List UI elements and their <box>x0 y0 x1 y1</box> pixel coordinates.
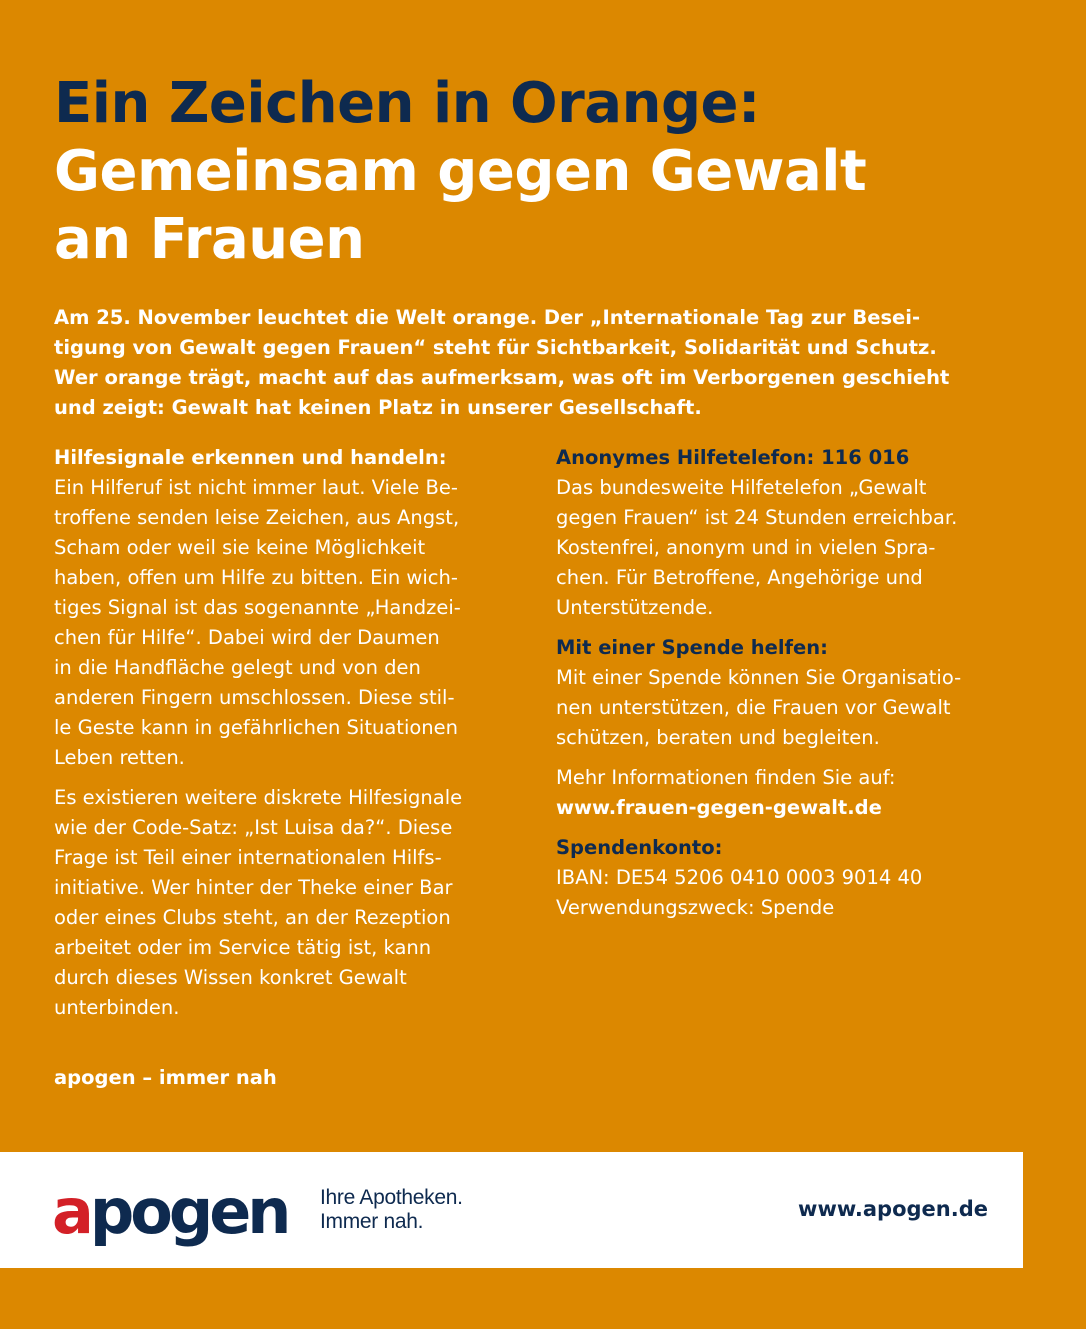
left-column <box>54 443 524 1023</box>
purpose-text: Verwendungszweck: Spende <box>556 896 835 919</box>
text-line: Kostenfrei, anonym und in vielen Spra- <box>556 536 936 559</box>
headline-line-2: Gemeinsam gegen Gewalt <box>54 139 867 204</box>
headline-line-3: an Frauen <box>54 207 365 272</box>
iban-text: IBAN: DE54 5206 0410 0003 9014 40 <box>556 866 923 889</box>
text-line: haben, offen um Hilfe zu bitten. Ein wich- <box>54 566 458 589</box>
help-signals-heading: Hilfesignale erkennen und handeln: <box>54 446 447 469</box>
logo-slogan <box>320 1186 463 1234</box>
code-phrase-paragraph <box>54 783 524 1023</box>
text-line: chen für Hilfe“. Dabei wird der Daumen <box>54 626 440 649</box>
tagline: apogen – immer nah <box>54 1066 277 1089</box>
text-line: Unterstützende. <box>556 596 714 619</box>
hotline-heading: Anonymes Hilfetelefon: 116 016 <box>556 446 910 469</box>
info-paragraph <box>556 763 1026 823</box>
right-column <box>556 443 1026 923</box>
account-heading: Spendenkonto: <box>556 836 723 859</box>
headline-line-1: Ein Zeichen in Orange: <box>54 71 760 136</box>
text-line: durch dieses Wissen konkret Gewalt <box>54 966 407 989</box>
info-link[interactable]: www.frauen-gegen-gewalt.de <box>556 796 882 819</box>
text-line: anderen Fingern umschlossen. Diese stil- <box>54 686 455 709</box>
text-line: nen unterstützen, die Frauen vor Gewalt <box>556 696 951 719</box>
text-line: unterbinden. <box>54 996 180 1019</box>
text-line: initiative. Wer hinter der Theke einer Bar <box>54 876 453 899</box>
donate-paragraph <box>556 663 1026 753</box>
intro-line: Am 25. November leuchtet die Welt orange. Der „Internationale Tag zur Besei- <box>54 306 921 329</box>
text-line: wie der Code-Satz: „Ist Luisa da?“. Diese <box>54 816 453 839</box>
logo-letter-a: a <box>52 1175 90 1248</box>
text-line: Ein Hilferuf ist nicht immer laut. Viele Be- <box>54 476 458 499</box>
footer-bar <box>0 1152 1023 1268</box>
intro-paragraph <box>54 303 1044 423</box>
text-line: Mit einer Spende können Sie Organisatio- <box>556 666 962 689</box>
info-text: Mehr Informationen finden Sie auf: <box>556 766 896 789</box>
text-line: Frage ist Teil einer internationalen Hilfs- <box>54 846 442 869</box>
headline <box>54 70 1034 274</box>
text-line: Das bundesweite Hilfetelefon „Gewalt <box>556 476 927 499</box>
footer-url-link[interactable]: www.apogen.de <box>798 1197 988 1221</box>
text-line: le Geste kann in gefährlichen Situationen <box>54 716 459 739</box>
text-line: schützen, beraten und begleiten. <box>556 726 880 749</box>
donate-heading: Mit einer Spende helfen: <box>556 636 828 659</box>
apogen-logo <box>52 1172 287 1252</box>
text-line: gegen Frauen“ ist 24 Stunden erreichbar. <box>556 506 958 529</box>
text-line: troffene senden leise Zeichen, aus Angst, <box>54 506 460 529</box>
intro-line: tigung von Gewalt gegen Frauen“ steht für Sichtbarkeit, Solidarität und Schutz. <box>54 336 937 359</box>
slogan-line-1: Ihre Apotheken. <box>320 1186 463 1209</box>
logo-letters-rest: pogen <box>89 1175 288 1248</box>
text-line: chen. Für Betroffene, Angehörige und <box>556 566 923 589</box>
text-line: Leben retten. <box>54 746 185 769</box>
slogan-line-2: Immer nah. <box>320 1210 424 1233</box>
intro-line: und zeigt: Gewalt hat keinen Platz in unserer Gesellschaft. <box>54 396 702 419</box>
text-line: in die Handfläche gelegt und von den <box>54 656 421 679</box>
account-paragraph <box>556 863 1026 923</box>
text-line: tiges Signal ist das sogenannte „Handzei- <box>54 596 461 619</box>
intro-line: Wer orange trägt, macht auf das aufmerksam, was oft im Verborgenen geschieht <box>54 366 950 389</box>
text-line: Es existieren weitere diskrete Hilfesignale <box>54 786 463 809</box>
text-line: oder eines Clubs steht, an der Rezeption <box>54 906 451 929</box>
hotline-paragraph <box>556 473 1026 623</box>
text-line: arbeitet oder im Service tätig ist, kann <box>54 936 432 959</box>
help-signals-paragraph <box>54 473 524 773</box>
text-line: Scham oder weil sie keine Möglichkeit <box>54 536 426 559</box>
